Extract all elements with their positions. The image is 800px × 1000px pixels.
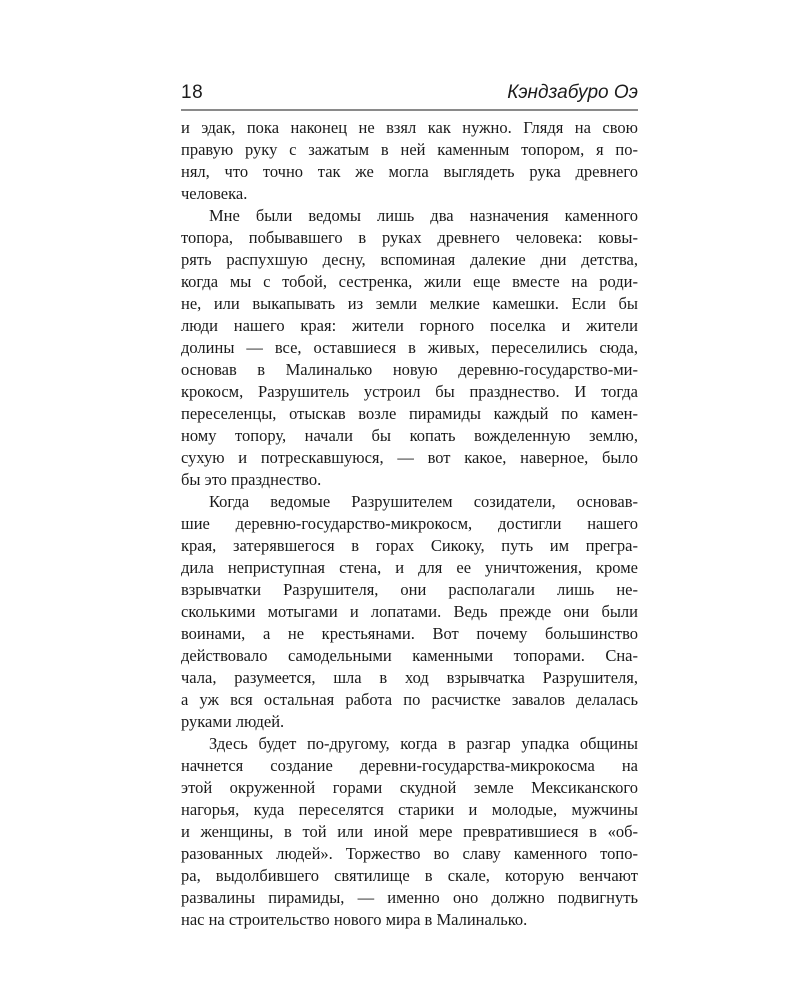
running-header [181,82,638,111]
text-line: начнется создание деревни-государства-микрокосма на [181,756,638,775]
text-line: чала, разумеется, шла в ход взрывчатка Разрушителя, [181,668,638,687]
running-title: Кэндзабуро Оэ [507,82,638,103]
text-line: крокосм, Разрушитель устроил бы празднество. И тогда [181,382,638,401]
text-line: сухую и потрескавшуюся, — вот какое, наверное, было [181,448,638,467]
text-line: и эдак, пока наконец не взял как нужно. Глядя на свою [181,118,638,137]
text-line: этой окруженной горами скудной земле Мексиканского [181,778,638,797]
text-line: Мне были ведомы лишь два назначения каменного [209,206,638,225]
page-number: 18 [181,82,204,103]
text-line: действовало самодельными каменными топорами. Сна- [181,646,638,665]
paragraph [181,491,638,733]
text-line: руками людей. [181,712,285,731]
text-line: рять распухшую десну, вспоминая далекие дни детства, [181,250,638,269]
text-line: взрывчатки Разрушителя, они располагали лишь не- [181,580,638,599]
text-line: человека. [181,184,248,203]
text-line: нагорья, куда переселятся старики и молодые, мужчины [181,800,638,819]
text-line: ра, выдолбившего святилище в скале, которую венчают [181,866,638,885]
text-line: Когда ведомые Разрушителем созидатели, основав- [209,492,638,511]
text-line: нас на строительство нового мира в Малиналько. [181,910,528,929]
text-line: переселенцы, отыскав возле пирамиды каждый по камен- [181,404,638,423]
paragraph [181,733,638,931]
text-line: правую руку с зажатым в ней каменным топором, я по- [181,140,638,159]
text-line: ному топору, начали бы копать вожделенную землю, [181,426,638,445]
text-line: люди нашего края: жители горного поселка и жители [181,316,638,335]
text-line: нял, что точно так же могла выглядеть рука древнего [181,162,638,181]
text-line: когда мы с тобой, сестренка, жили еще вместе на роди- [181,272,638,291]
text-line: не, или выкапывать из земли мелкие камешки. Если бы [181,294,638,313]
text-line: шие деревню-государство-микрокосм, достигли нашего [181,514,638,533]
text-block [181,117,638,931]
text-line: сколькими мотыгами и лопатами. Ведь прежде они были [181,602,638,621]
text-line: а уж вся остальная работа по расчистке завалов делалась [181,690,638,709]
text-line: развалины пирамиды, — именно оно должно подвигнуть [181,888,638,907]
text-line: основав в Малиналько новую деревню-государство-ми- [181,360,638,379]
text-line: Здесь будет по-другому, когда в разгар упадка общины [209,734,638,753]
text-line: дила неприступная стена, и для ее уничтожения, кроме [181,558,638,577]
text-line: и женщины, в той или иной мере превратившиеся в «об- [181,822,638,841]
text-line: края, затерявшегося в горах Сикоку, путь им прегра- [181,536,638,555]
text-line: топора, побывавшего в руках древнего человека: ковы- [181,228,638,247]
paragraph [181,205,638,491]
text-line: воинами, а не крестьянами. Вот почему большинство [181,624,638,643]
text-line: бы это празднество. [181,470,322,489]
text-line: разованных людей». Торжество во славу каменного топо- [181,844,638,863]
text-line: долины — все, оставшиеся в живых, переселились сюда, [181,338,638,357]
paragraph [181,117,638,205]
